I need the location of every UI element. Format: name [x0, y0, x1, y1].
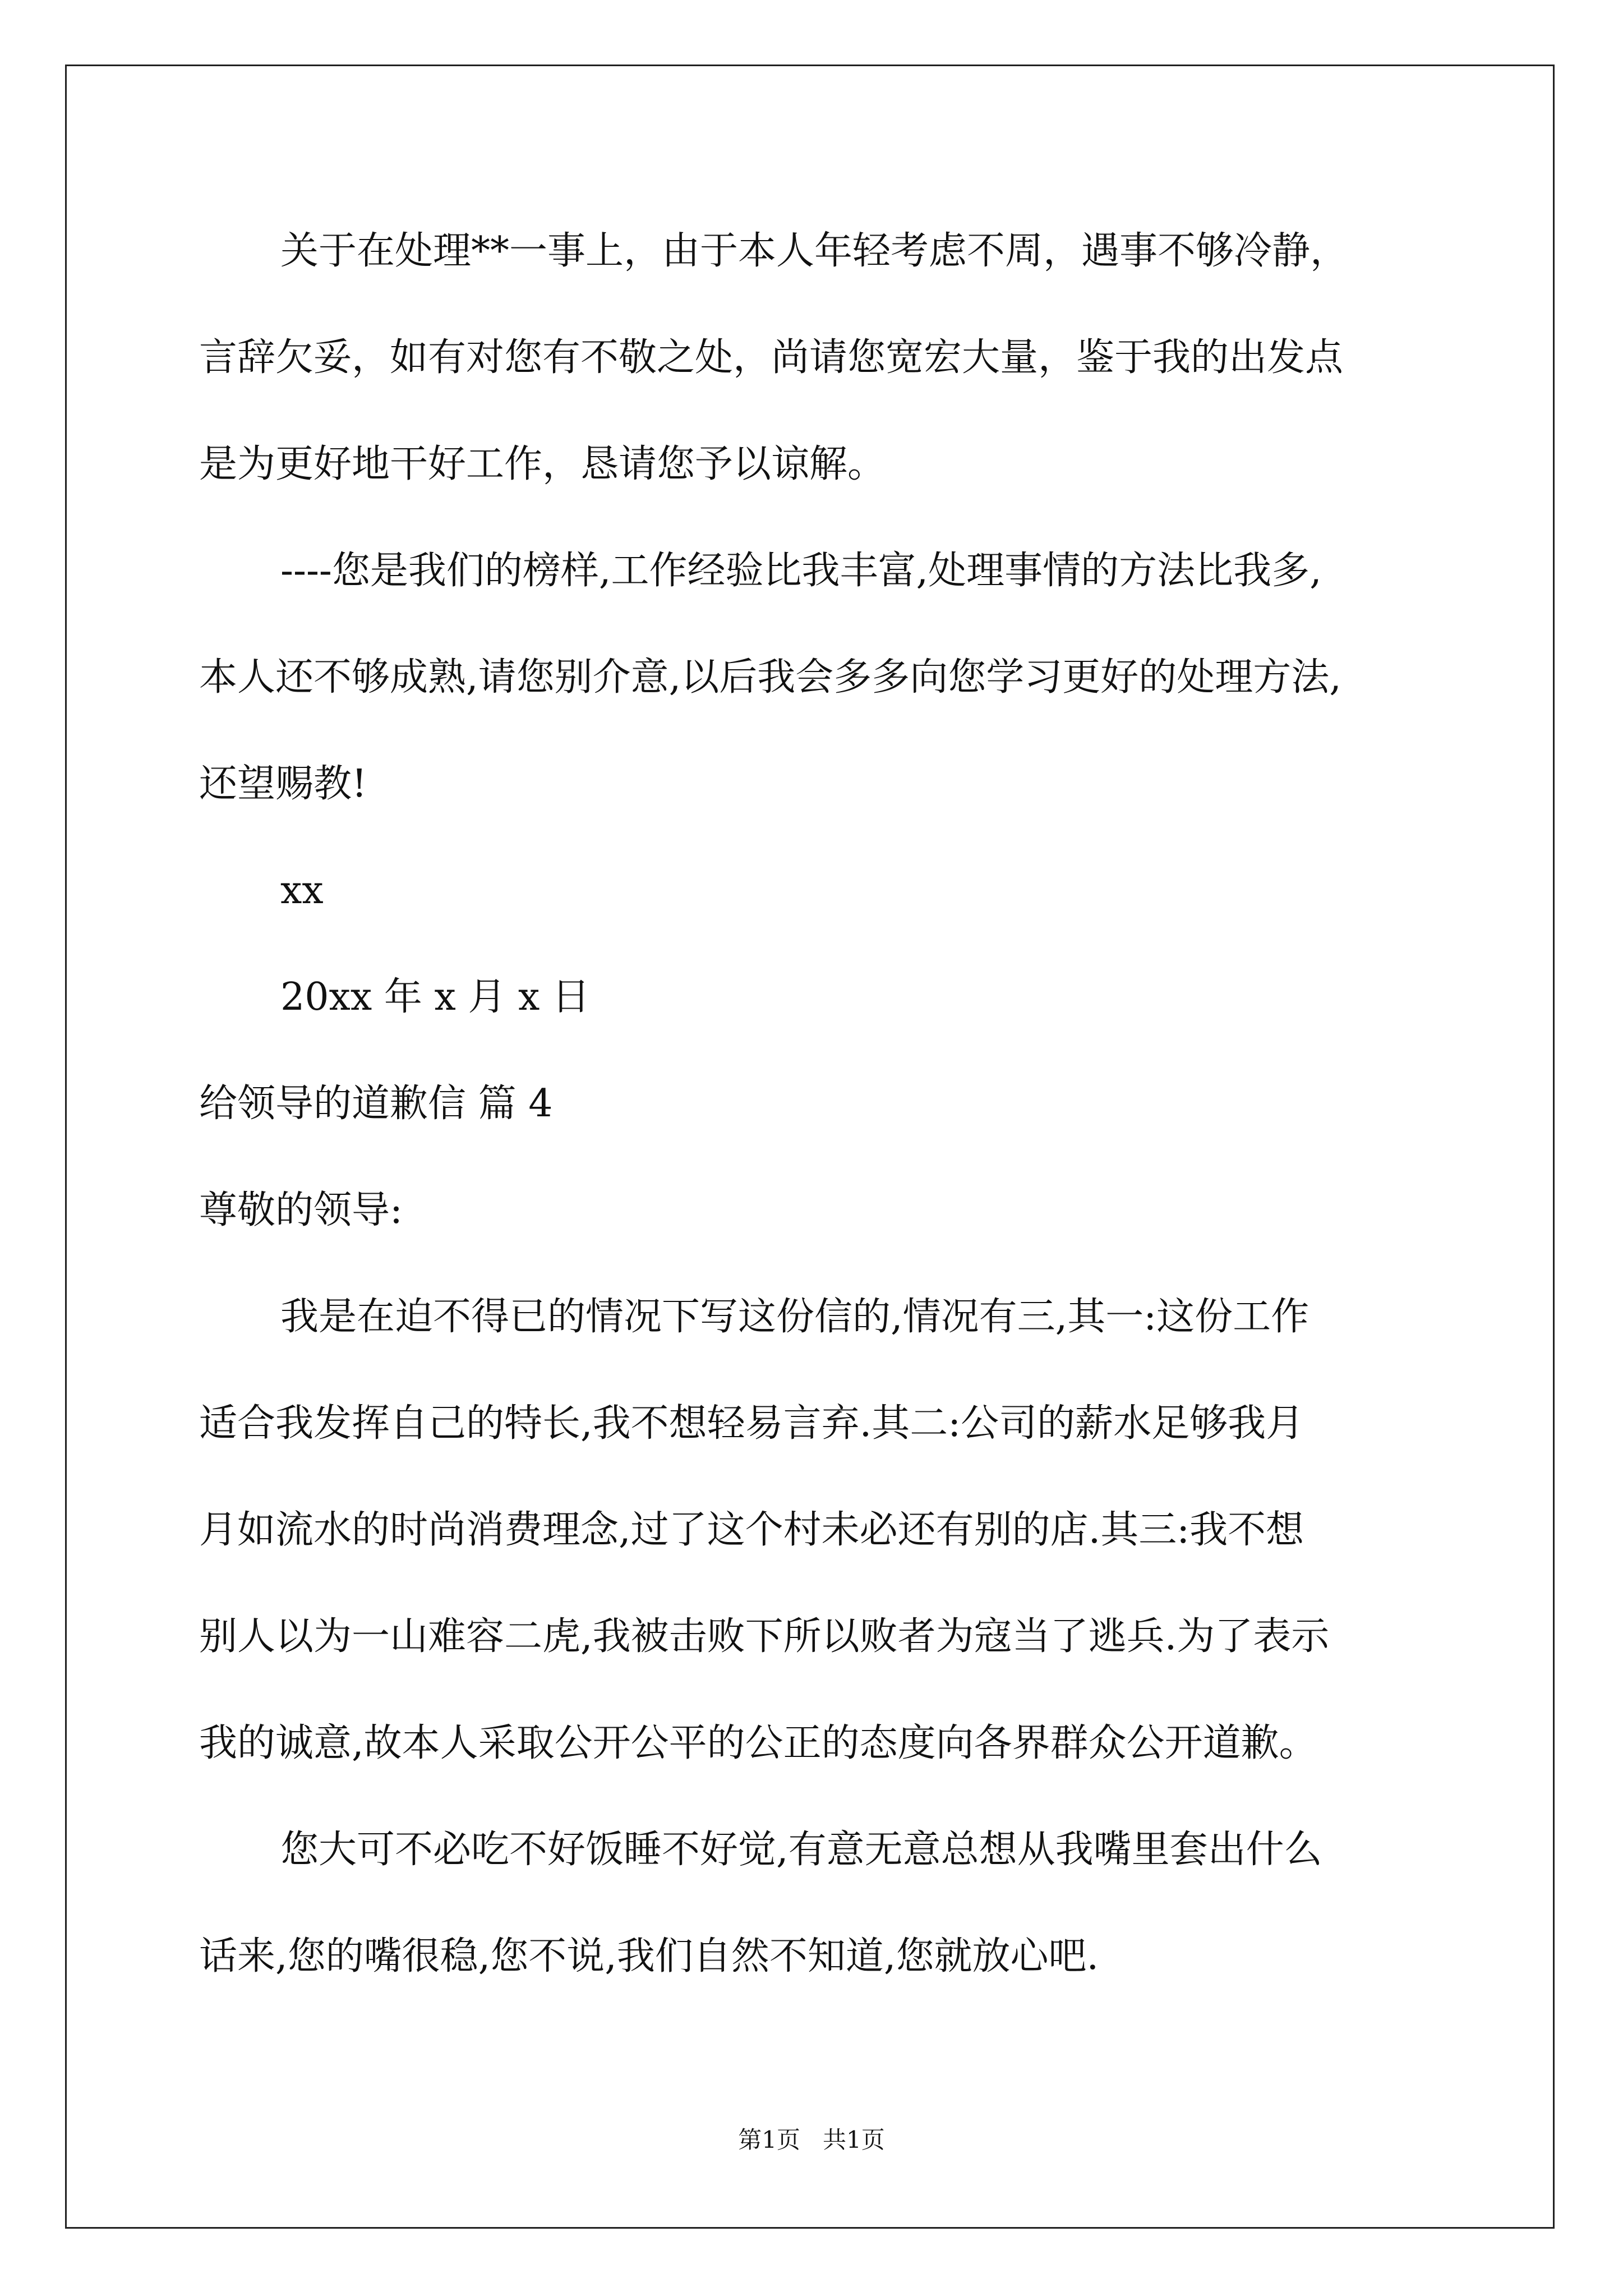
page-number: 第1页 [738, 2126, 800, 2154]
paragraph-line: 我的诚意,故本人采取公开公平的公正的态度向各界群众公开道歉。 [199, 1721, 1317, 1765]
paragraph-line: 您大可不必吃不好饭睡不好觉,有意无意总想从我嘴里套出什么 [280, 1828, 1322, 1872]
paragraph-line: 还望赐教! [199, 762, 367, 806]
signature-name: xx [280, 868, 324, 913]
paragraph-line: 言辞欠妥，如有对您有不敬之处，尚请您宽宏大量，鉴于我的出发点 [199, 335, 1344, 380]
page-border [65, 65, 1555, 2229]
paragraph-line: 我是在迫不得已的情况下写这份信的,情况有三,其一:这份工作 [280, 1295, 1310, 1339]
paragraph-line: 话来,您的嘴很稳,您不说,我们自然不知道,您就放心吧. [199, 1934, 1099, 1978]
page-total: 共1页 [823, 2126, 885, 2154]
section-heading: 给领导的道歉信 篇 4 [199, 1082, 553, 1126]
salutation: 尊敬的领导: [199, 1188, 403, 1232]
paragraph-line: 是为更好地干好工作，恳请您予以谅解。 [199, 442, 886, 486]
paragraph-line: 本人还不够成熟,请您别介意,以后我会多多向您学习更好的处理方法, [199, 655, 1341, 700]
page-footer [0, 2126, 1623, 2154]
paragraph-line: ----您是我们的榜样,工作经验比我丰富,处理事情的方法比我多, [280, 549, 1322, 593]
signature-date: 20xx 年 x 月 x 日 [280, 975, 591, 1019]
paragraph-line: 别人以为一山难容二虎,我被击败下所以败者为寇当了逃兵.为了表示 [199, 1614, 1330, 1659]
paragraph-line: 关于在处理**一事上，由于本人年轻考虑不周，遇事不够冷静， [280, 229, 1349, 273]
paragraph-line: 适合我发挥自己的特长,我不想轻易言弃.其二:公司的薪水足够我月 [199, 1401, 1304, 1446]
paragraph-line: 月如流水的时尚消费理念,过了这个村未必还有别的店.其三:我不想 [199, 1508, 1304, 1552]
